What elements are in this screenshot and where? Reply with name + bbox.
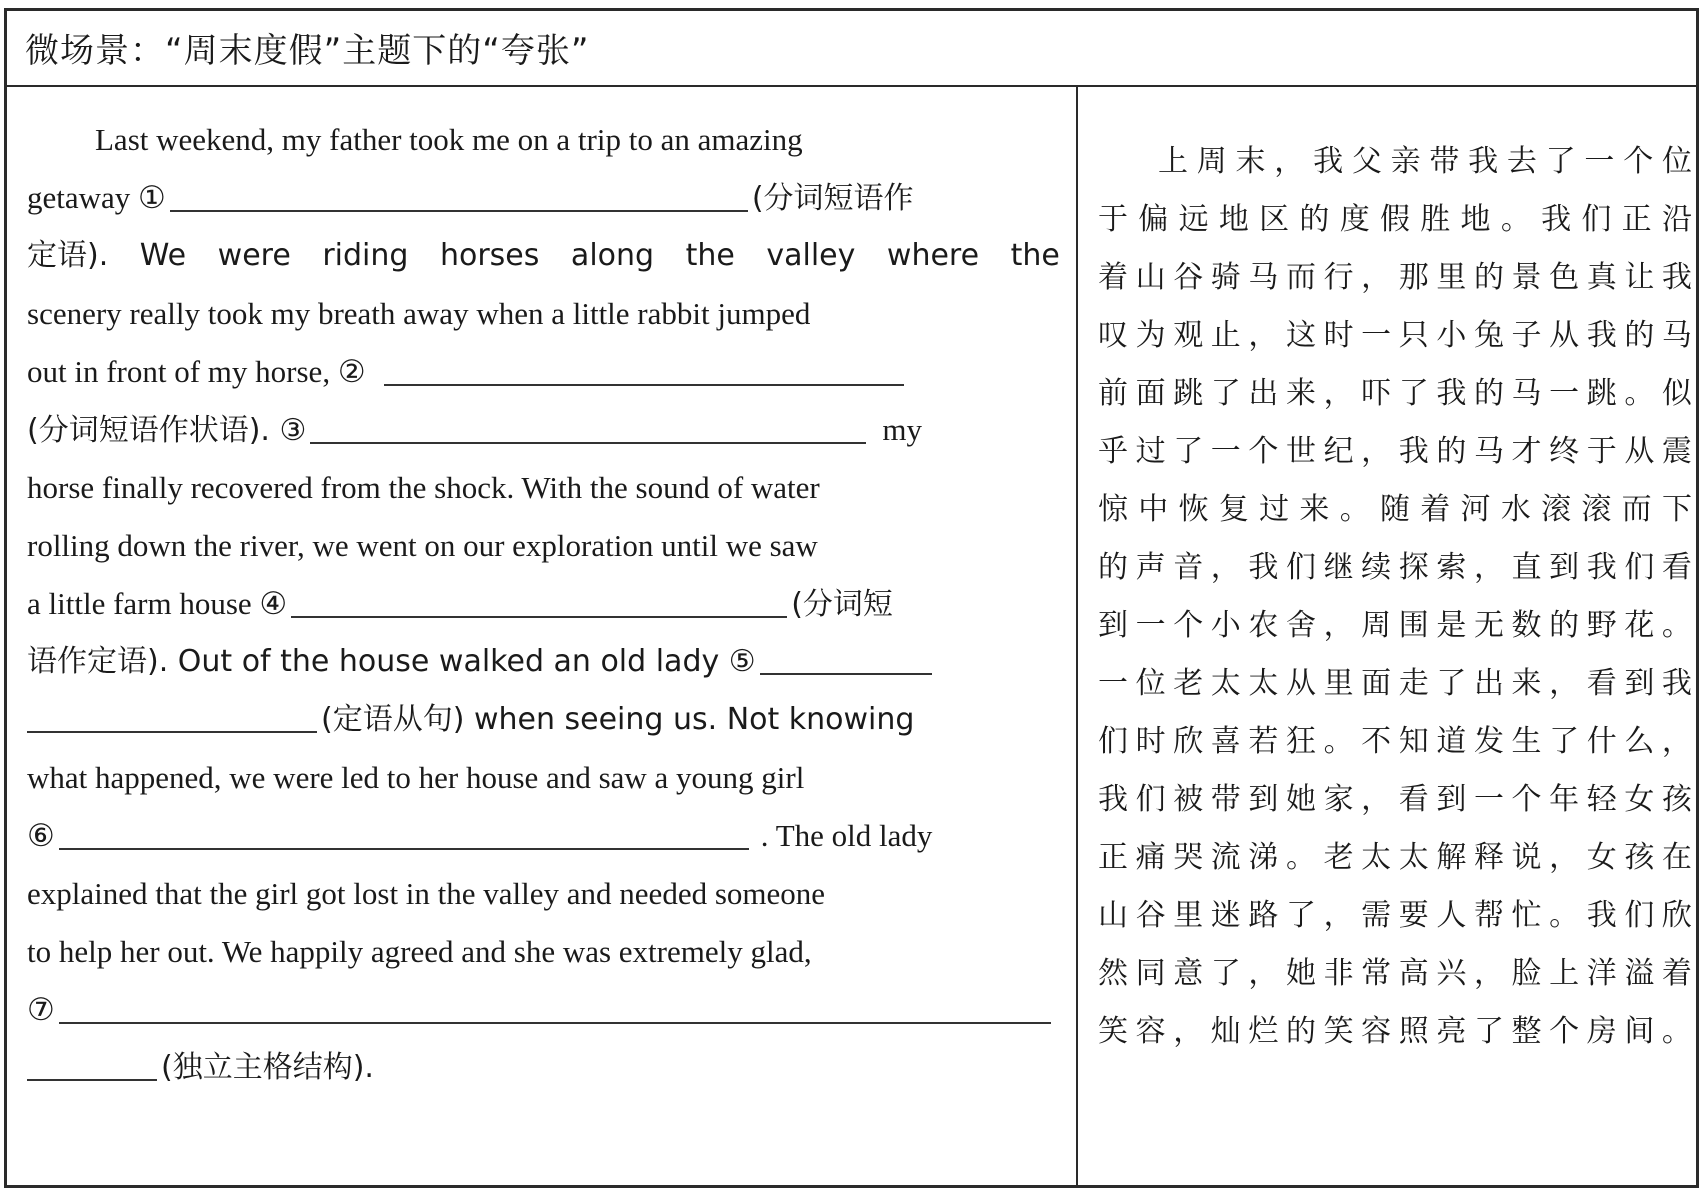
passage-line: horse finally recovered from the shock. With the sound of water bbox=[27, 470, 820, 505]
exercise-frame bbox=[4, 8, 1699, 1188]
translation-line: 于 偏 远 地 区 的 度 假 胜 地 。 我 们 正 沿 bbox=[1098, 202, 1692, 237]
header-bar bbox=[7, 11, 1696, 87]
translation-line: 我 们 被 带 到 她 家 ， 看 到 一 个 年 轻 女 孩 bbox=[1098, 782, 1692, 817]
passage-line: a little farm house ④ (分词短 bbox=[27, 586, 893, 622]
translation-line: 的 声 音 ， 我 们 继 续 探 索 ， 直 到 我 们 看 bbox=[1098, 550, 1692, 585]
translation-line: 正 痛 哭 流 涕 。 老 太 太 解 释 说 ， 女 孩 在 bbox=[1098, 840, 1692, 875]
passage-line: explained that the girl got lost in the valley and needed someone bbox=[27, 876, 826, 911]
blank-7b[interactable] bbox=[27, 1049, 157, 1081]
blank-3[interactable] bbox=[310, 412, 866, 444]
passage-line: (分词短语作状语). ③ my bbox=[27, 412, 922, 448]
blank-5b[interactable] bbox=[27, 701, 317, 733]
passage-line: to help her out. We happily agreed and she was extremely glad, bbox=[27, 934, 812, 969]
passage-line: 语作定语). Out of the house walked an old lady ⑤ bbox=[27, 631, 1061, 693]
translation-line: 然 同 意 了 ， 她 非 常 高 兴 ， 脸 上 洋 溢 着 bbox=[1098, 956, 1692, 991]
passage-line: scenery really took my breath away when a little rabbit jumped bbox=[27, 296, 811, 331]
blank-4[interactable] bbox=[291, 586, 787, 618]
passage-line: out in front of my horse, ② bbox=[27, 341, 1061, 403]
blank-1[interactable] bbox=[170, 180, 748, 212]
passage-line: getaway ① (分词短语作 bbox=[27, 180, 914, 216]
passage-line: ⑥ . The old lady bbox=[27, 818, 933, 853]
passage-line: 定语). We were riding horses along the valley where the bbox=[27, 238, 1060, 273]
translation-line: 到 一 个 小 农 舍 ， 周 围 是 无 数 的 野 花 。 bbox=[1098, 608, 1692, 643]
blank-6[interactable] bbox=[59, 818, 749, 850]
translation-line: 叹 为 观 止 ， 这 时 一 只 小 兔 子 从 我 的 马 bbox=[1098, 318, 1692, 353]
blank-5a[interactable] bbox=[760, 643, 932, 675]
translation-line: 一 位 老 太 太 从 里 面 走 了 出 来 ， 看 到 我 bbox=[1098, 666, 1692, 701]
passage-line: (定语从句) when seeing us. Not knowing bbox=[27, 689, 1061, 751]
passage-line: what happened, we were led to her house and saw a young girl bbox=[27, 760, 805, 795]
blank-2[interactable] bbox=[384, 354, 904, 386]
blank-7a[interactable] bbox=[59, 992, 1051, 1024]
translation-line: 上 周 末 ， 我 父 亲 带 我 去 了 一 个 位 bbox=[1158, 144, 1692, 179]
english-passage bbox=[7, 87, 1076, 1185]
translation-line: 惊 中 恢 复 过 来 。 随 着 河 水 滚 滚 而 下 bbox=[1098, 492, 1692, 527]
translation-line: 前 面 跳 了 出 来 ， 吓 了 我 的 马 一 跳 。 似 bbox=[1098, 376, 1692, 411]
passage-line: rolling down the river, we went on our exploration until we saw bbox=[27, 528, 818, 563]
scene-title: 微场景：“周末度假”主题下的“夸张” bbox=[25, 31, 590, 71]
translation-line: 山 谷 里 迷 路 了 ， 需 要 人 帮 忙 。 我 们 欣 bbox=[1098, 898, 1692, 933]
chinese-translation bbox=[1078, 87, 1696, 1185]
passage-line: Last weekend, my father took me on a trip to an amazing bbox=[95, 122, 803, 157]
translation-line: 笑 容 ， 灿 烂 的 笑 容 照 亮 了 整 个 房 间 。 bbox=[1098, 1014, 1692, 1049]
translation-line: 乎 过 了 一 个 世 纪 ， 我 的 马 才 终 于 从 震 bbox=[1098, 434, 1692, 469]
passage-line: (独立主格结构). bbox=[27, 1037, 1061, 1099]
passage-line: ⑦ bbox=[27, 979, 1061, 1041]
translation-line: 们 时 欣 喜 若 狂 。 不 知 道 发 生 了 什 么 ， bbox=[1098, 724, 1692, 759]
translation-line: 着 山 谷 骑 马 而 行 ， 那 里 的 景 色 真 让 我 bbox=[1098, 260, 1692, 295]
